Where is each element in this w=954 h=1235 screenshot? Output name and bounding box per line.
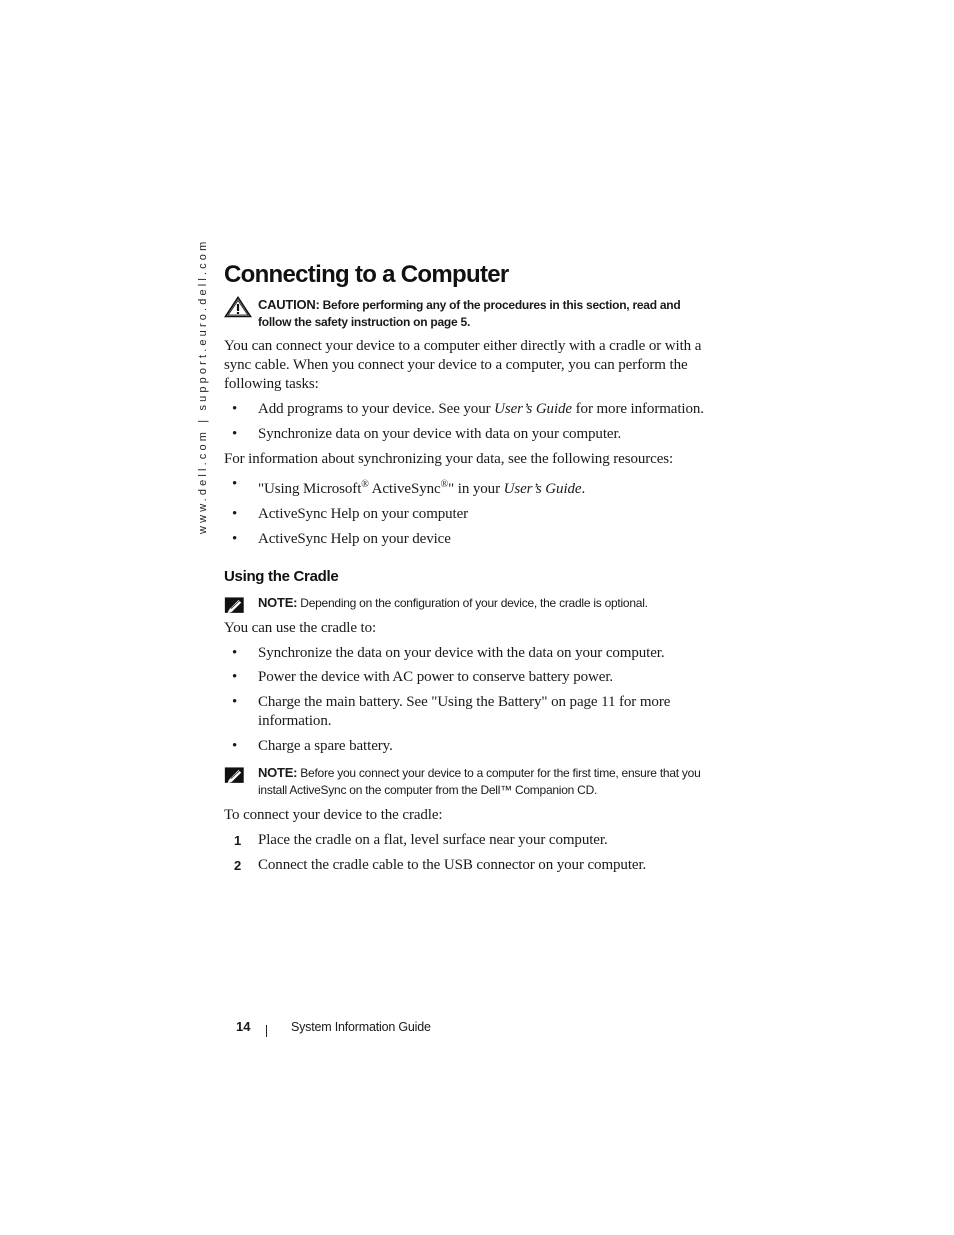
caution-body: Before performing any of the procedures in this section, read and follow the safety instruction on page 5.	[258, 298, 681, 329]
resource-text: " in your	[448, 481, 504, 497]
resource-text: ActiveSync Help on your device	[258, 531, 451, 547]
note-pencil-icon	[224, 766, 248, 786]
cradle-uses-list	[224, 644, 709, 756]
caution-label: CAUTION:	[258, 297, 320, 312]
note-body: Depending on the configuration of your device, the cradle is optional.	[300, 596, 648, 610]
side-url: www.dell.com | support.euro.dell.com	[197, 238, 209, 534]
use-text: Synchronize the data on your device with the data on your computer.	[258, 645, 665, 661]
note-notice	[224, 764, 709, 799]
bullet-mark: •	[232, 426, 238, 442]
resource-text: "Using Microsoft	[258, 481, 362, 497]
bullet-mark: •	[232, 669, 238, 685]
users-guide-ref: User’s Guide	[503, 481, 582, 497]
users-guide-ref: User’s Guide	[494, 401, 572, 417]
note-text	[258, 764, 709, 799]
step-text: Place the cradle on a flat, level surface near your computer.	[258, 832, 608, 848]
page-number: 14	[236, 1019, 251, 1034]
step-number: 1	[234, 833, 242, 848]
connect-intro: To connect your device to the cradle:	[224, 807, 443, 823]
intro-paragraph: You can connect your device to a computer either directly with a cradle or with a sync cable. When you connect your device to a computer, you can perform the following tasks:	[224, 338, 702, 392]
resource-text: ActiveSync Help on your computer	[258, 506, 469, 522]
resources-intro: For information about synchronizing your data, see the following resources:	[224, 451, 674, 467]
resource-list	[224, 475, 709, 549]
bullet-mark: •	[232, 694, 238, 710]
bullet-mark: •	[232, 645, 238, 661]
use-text: Charge a spare battery.	[258, 738, 393, 754]
step-list	[224, 831, 709, 875]
note-label: NOTE:	[258, 765, 298, 780]
caution-text	[258, 296, 709, 331]
list-item	[224, 475, 709, 499]
cradle-intro: You can use the cradle to:	[224, 620, 377, 636]
list-item	[224, 831, 709, 850]
section-title: Using the Cradle	[224, 568, 339, 585]
use-text: Power the device with AC power to conserve battery power.	[258, 669, 614, 685]
page-title: Connecting to a Computer	[224, 261, 509, 288]
footer-divider	[266, 1025, 267, 1037]
bullet-mark: •	[232, 506, 238, 522]
list-item	[224, 400, 709, 419]
registered-mark: ®	[440, 479, 449, 490]
task-text: for more information.	[572, 401, 704, 417]
page-content	[224, 260, 709, 875]
step-text: Connect the cradle cable to the USB connector on your computer.	[258, 857, 647, 873]
note-pencil-icon	[224, 596, 248, 616]
note-label: NOTE:	[258, 595, 298, 610]
task-list	[224, 400, 709, 444]
caution-notice	[224, 296, 709, 331]
list-item	[224, 668, 709, 687]
list-item	[224, 644, 709, 663]
list-item	[224, 856, 709, 875]
bullet-mark: •	[232, 738, 238, 754]
registered-mark: ®	[361, 479, 369, 490]
task-text: Add programs to your device. See your	[258, 401, 495, 417]
step-number: 2	[234, 858, 242, 873]
bullet-mark: •	[232, 531, 238, 547]
task-text: Synchronize data on your device with data on your computer.	[258, 426, 622, 442]
resource-text: .	[581, 481, 586, 497]
use-text: Charge the main battery. See "Using the Battery" on page 11 for more information.	[258, 694, 671, 729]
note-text	[258, 594, 709, 612]
list-item	[224, 737, 709, 756]
note-notice	[224, 594, 709, 612]
footer-title: System Information Guide	[291, 1020, 431, 1034]
bullet-mark: •	[232, 476, 238, 492]
bullet-mark: •	[232, 401, 238, 417]
list-item	[224, 530, 709, 549]
list-item	[224, 505, 709, 524]
note-body: Before you connect your device to a computer for the first time, ensure that you install ActiveSync on the computer from the Dell™ Companion CD.	[258, 766, 701, 797]
list-item	[224, 693, 709, 731]
list-item	[224, 425, 709, 444]
resource-text: ActiveSync	[368, 481, 441, 497]
caution-triangle-icon	[224, 296, 252, 318]
